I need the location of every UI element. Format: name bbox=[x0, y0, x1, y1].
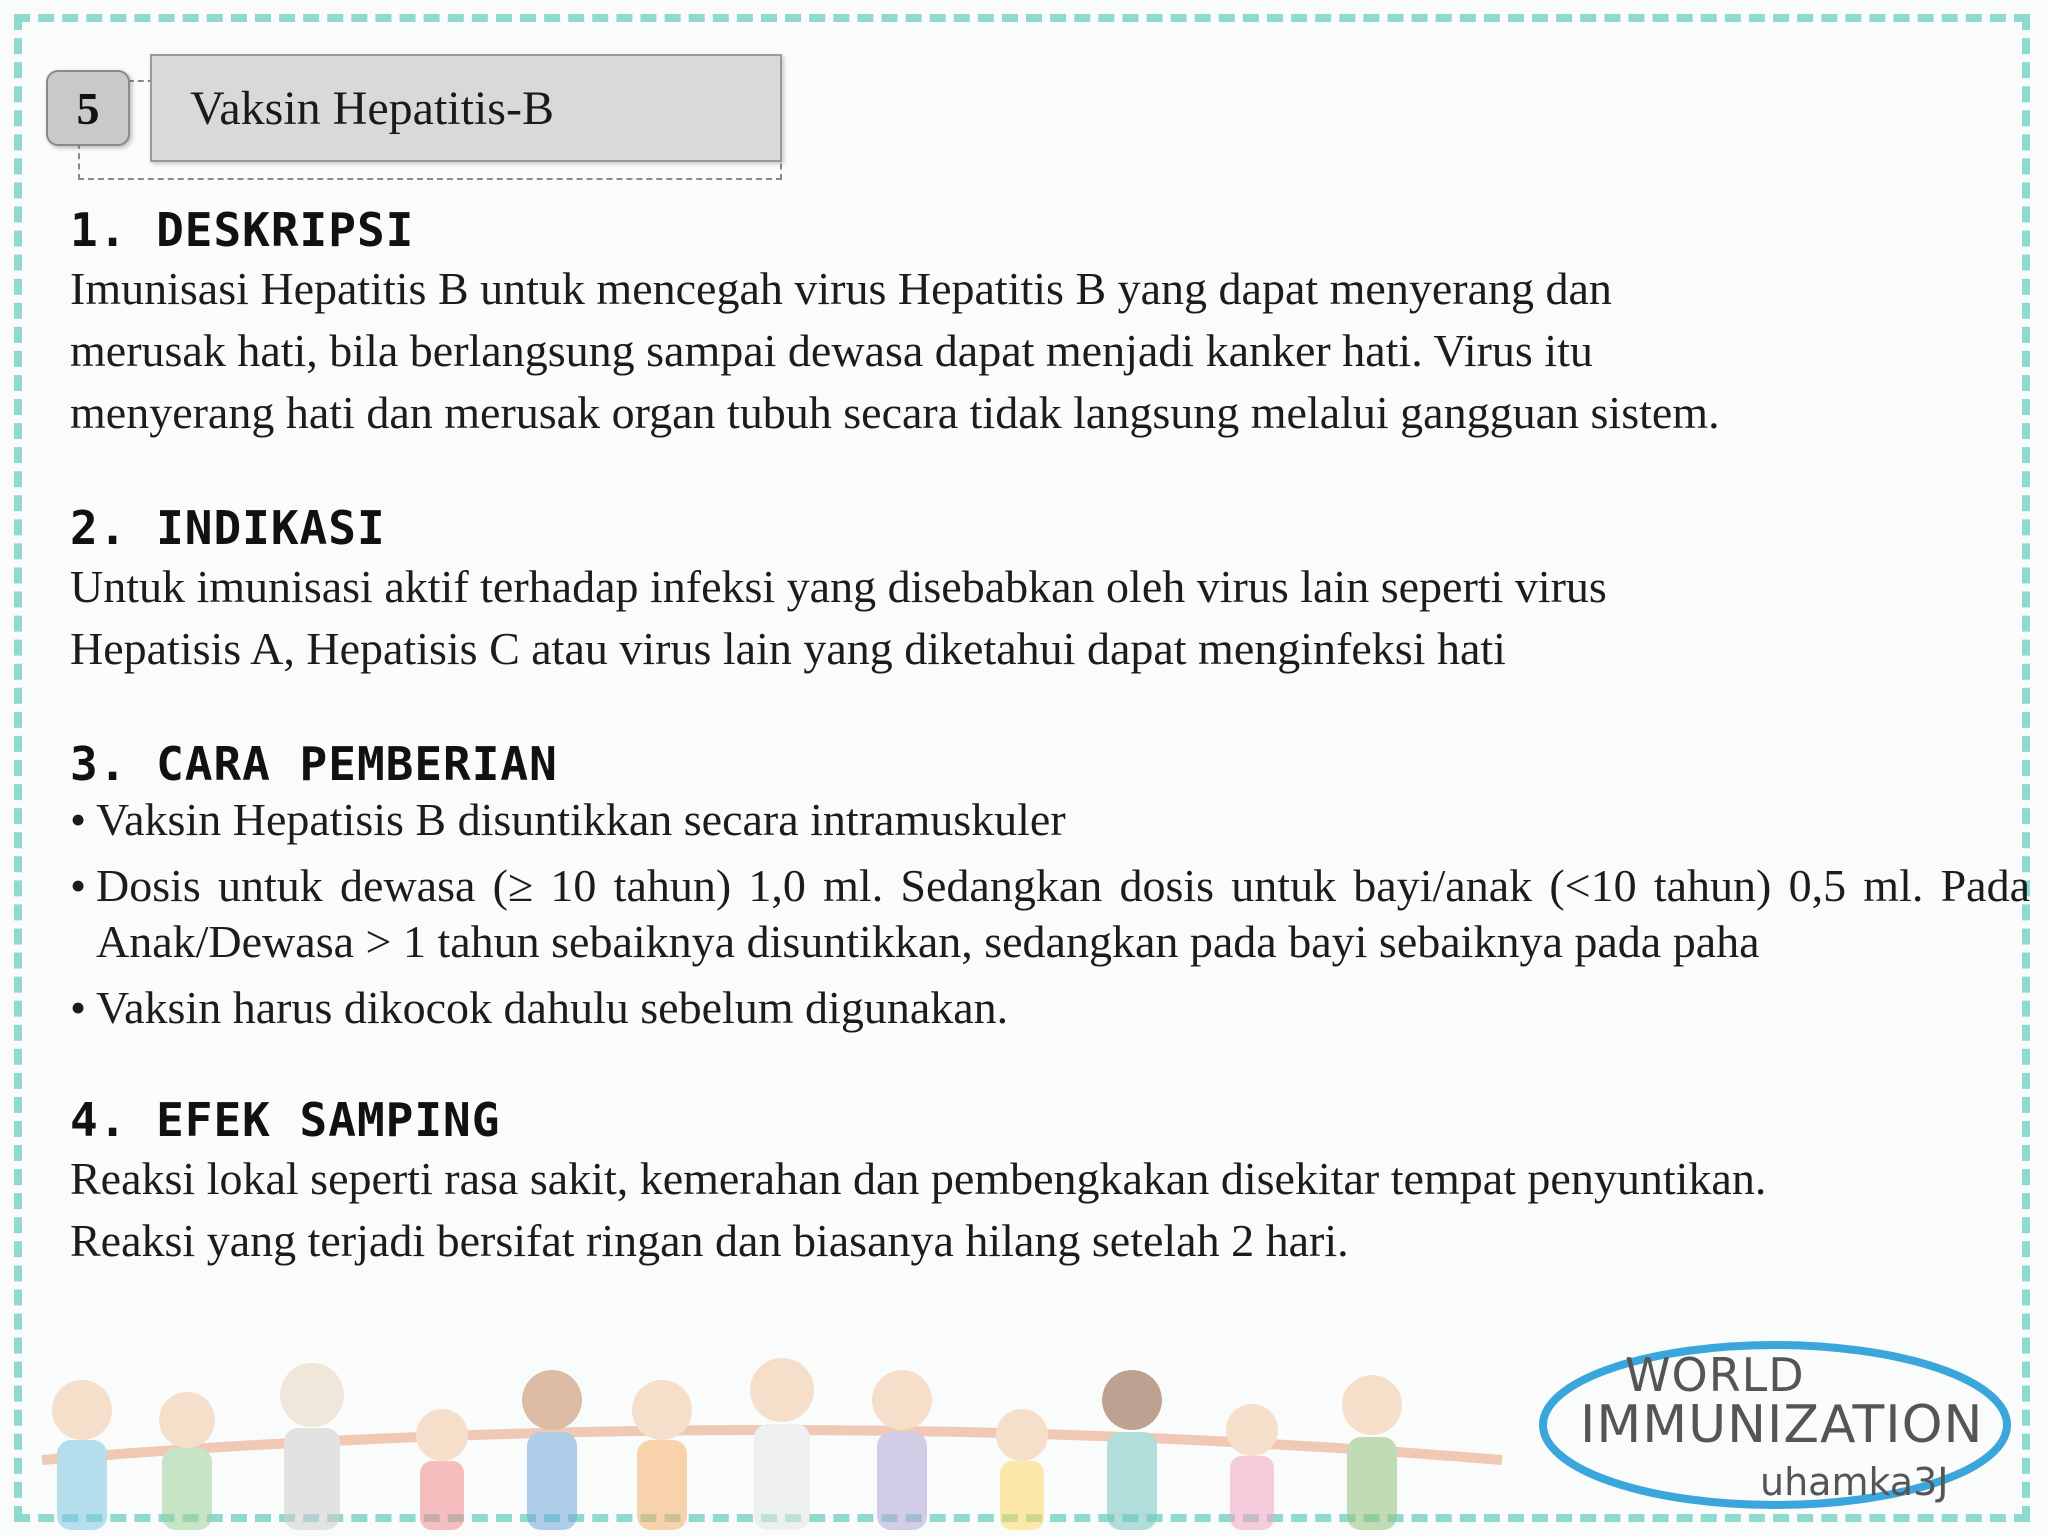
slide-title: Vaksin Hepatitis-B bbox=[150, 54, 782, 162]
logo-text-world: WORLD bbox=[1625, 1348, 1805, 1402]
bullet-icon: • bbox=[70, 982, 87, 1033]
list-item bbox=[70, 858, 2030, 970]
section-heading: 1. DESKRIPSI bbox=[70, 203, 415, 257]
section-cara-pemberian bbox=[70, 736, 2030, 1036]
list-item-text: Dosis untuk dewasa (≥ 10 tahun) 1,0 ml. Sedangkan dosis untuk bayi/anak (<10 tahun) 0,5 ml. Pada Anak/Dewasa > 1 tahun sebaiknya disuntikkan, sedangkan pada bayi sebaiknya pada paha bbox=[96, 860, 2030, 967]
paragraph-line: menyerang hati dan merusak organ tubuh secara tidak langsung melalui gangguan sistem. bbox=[70, 387, 1720, 438]
section-efek-samping bbox=[70, 1092, 2030, 1272]
list-item-text: Vaksin harus dikocok dahulu sebelum digunakan. bbox=[96, 982, 1009, 1033]
slide-content bbox=[70, 202, 2030, 1328]
slide-number-badge: 5 bbox=[46, 70, 130, 146]
list-item bbox=[70, 980, 2030, 1036]
section-heading: 3. CARA PEMBERIAN bbox=[70, 737, 558, 791]
section-deskripsi bbox=[70, 202, 2030, 444]
logo-text-immunization: IMMUNIZATION bbox=[1580, 1395, 1984, 1455]
list-item bbox=[70, 792, 2030, 848]
paragraph-line: Imunisasi Hepatitis B untuk mencegah virus Hepatitis B yang dapat menyerang dan bbox=[70, 263, 1612, 314]
paragraph-line: Reaksi yang terjadi bersifat ringan dan biasanya hilang setelah 2 hari. bbox=[70, 1215, 1349, 1266]
section-indikasi bbox=[70, 500, 2030, 680]
section-heading: 2. INDIKASI bbox=[70, 501, 386, 555]
bullet-icon: • bbox=[70, 860, 87, 911]
paragraph-line: merusak hati, bila berlangsung sampai dewasa dapat menjadi kanker hati. Virus itu bbox=[70, 325, 1593, 376]
paragraph-line: Reaksi lokal seperti rasa sakit, kemerahan dan pembengkakan disekitar tempat penyuntikan. bbox=[70, 1153, 1767, 1204]
logo-text-author: uhamka3J bbox=[1760, 1460, 1949, 1504]
child-figure bbox=[52, 1380, 112, 1530]
paragraph-line: Hepatisis A, Hepatisis C atau virus lain yang diketahui dapat menginfeksi hati bbox=[70, 623, 1506, 674]
paragraph-line: Untuk imunisasi aktif terhadap infeksi yang disebabkan oleh virus lain seperti virus bbox=[70, 561, 1607, 612]
bullet-list bbox=[70, 792, 2030, 1036]
bullet-icon: • bbox=[70, 794, 87, 845]
section-heading: 4. EFEK SAMPING bbox=[70, 1093, 501, 1147]
children-holding-hands-illustration bbox=[22, 1340, 1522, 1530]
list-item-text: Vaksin Hepatisis B disuntikkan secara intramuskuler bbox=[96, 794, 1066, 845]
